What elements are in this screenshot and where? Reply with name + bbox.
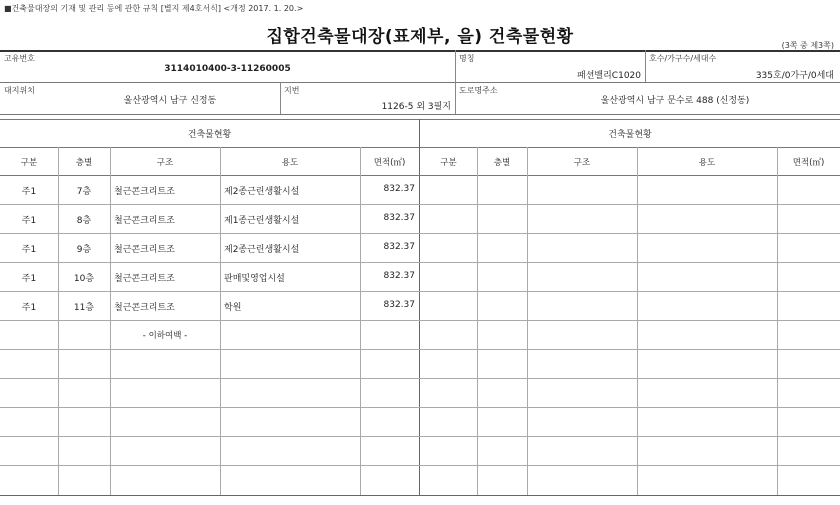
site-label: 대지위치	[4, 86, 35, 95]
grid-vline	[110, 147, 111, 496]
section-title-right: 건축물현황	[608, 130, 652, 140]
cell-area: 832.37	[383, 242, 415, 252]
cell-floor: 7층	[76, 187, 92, 197]
cell-use: 제2종근린생활시설	[224, 245, 300, 255]
road-label: 도로명주소	[459, 86, 498, 95]
cell-structure: 철근콘크리트조	[114, 187, 175, 197]
cell-area: 832.37	[383, 184, 415, 194]
lot-label: 지번	[284, 86, 300, 95]
col-header-use-left: 용도	[281, 158, 299, 168]
page-indicator: (3쪽 중 제3쪽)	[781, 41, 834, 50]
cell-use: 판매및영업시설	[224, 274, 285, 284]
lot-value: 1126-5 외 3필지	[381, 102, 451, 112]
cell-use: 제2종근린생활시설	[224, 187, 300, 197]
grid-hline	[0, 378, 840, 379]
grid-hline	[0, 233, 840, 234]
col-header-area-left: 면적(㎡)	[373, 158, 406, 168]
grid-vline	[527, 147, 528, 496]
grid-hline	[0, 204, 840, 205]
info-bottom-border	[0, 114, 840, 115]
cell-structure: 철근콘크리트조	[114, 303, 175, 313]
cell-type: 주1	[21, 245, 37, 255]
grid-vline	[58, 147, 59, 496]
cell-structure: 철근콘크리트조	[114, 274, 175, 284]
cell-structure: 철근콘크리트조	[114, 245, 175, 255]
cell-type: 주1	[21, 274, 37, 284]
section-top-border	[0, 119, 840, 120]
grid-vline	[477, 147, 478, 496]
cell-area: 832.37	[383, 213, 415, 223]
col-header-use-right: 용도	[698, 158, 716, 168]
section-title-divider	[0, 147, 840, 148]
grid-vline	[637, 147, 638, 496]
cell-use: 제1종근린생활시설	[224, 216, 300, 226]
units-value: 335호/0가구/0세대	[755, 71, 834, 81]
cell-type: 주1	[21, 187, 37, 197]
info-row-divider	[0, 82, 840, 83]
cell-floor: 8층	[76, 216, 92, 226]
info-top-border	[0, 50, 840, 52]
regulation-note: ■건축물대장의 기재 및 관리 등에 관한 규칙 [별지 제4호서식] <개정 2017. 1. 20.>	[4, 4, 304, 13]
grid-hline	[0, 262, 840, 263]
col-header-area-right: 면적(㎡)	[792, 158, 825, 168]
page-title: 집합건축물대장(표제부, 을) 건축물현황	[266, 27, 574, 47]
name-value: 패션밸리C1020	[577, 71, 641, 81]
cell-structure: 철근콘크리트조	[114, 216, 175, 226]
grid-hline	[0, 436, 840, 437]
grid-hline	[0, 349, 840, 350]
info-col-divider-1	[455, 50, 456, 114]
grid-hline	[0, 465, 840, 466]
grid-vline	[220, 147, 221, 496]
col-header-floor-left: 층별	[75, 158, 93, 168]
col-header-structure-left: 구조	[156, 158, 174, 168]
grid-hline	[0, 320, 840, 321]
cell-type: 주1	[21, 303, 37, 313]
cell-area: 832.37	[383, 271, 415, 281]
name-label: 명칭	[459, 54, 475, 63]
cell-type: 주1	[21, 216, 37, 226]
grid-vline	[360, 147, 361, 496]
blank-note: - 이하여백 -	[142, 331, 188, 341]
road-value: 울산광역시 남구 문수로 488 (신정동)	[600, 96, 750, 106]
grid-vline	[777, 147, 778, 496]
units-label: 호수/가구수/세대수	[649, 54, 717, 63]
col-header-structure-right: 구조	[573, 158, 591, 168]
col-header-type-left: 구분	[20, 158, 38, 168]
cell-floor: 11층	[73, 303, 95, 313]
unique-no-label: 고유번호	[4, 54, 35, 63]
site-value: 울산광역시 남구 신정동	[123, 96, 217, 106]
grid-hline	[0, 291, 840, 292]
column-header-divider	[0, 175, 840, 176]
col-header-type-right: 구분	[440, 158, 457, 168]
section-title-left: 건축물현황	[187, 130, 232, 140]
cell-area: 832.37	[383, 300, 415, 310]
cell-use: 학원	[224, 303, 242, 313]
unique-no-value: 3114010400-3-11260005	[164, 64, 291, 74]
cell-floor: 9층	[76, 245, 92, 255]
col-header-floor-right: 층별	[493, 158, 511, 168]
cell-floor: 10층	[73, 274, 95, 284]
grid-hline	[0, 407, 840, 408]
table-bottom-border	[0, 495, 840, 496]
